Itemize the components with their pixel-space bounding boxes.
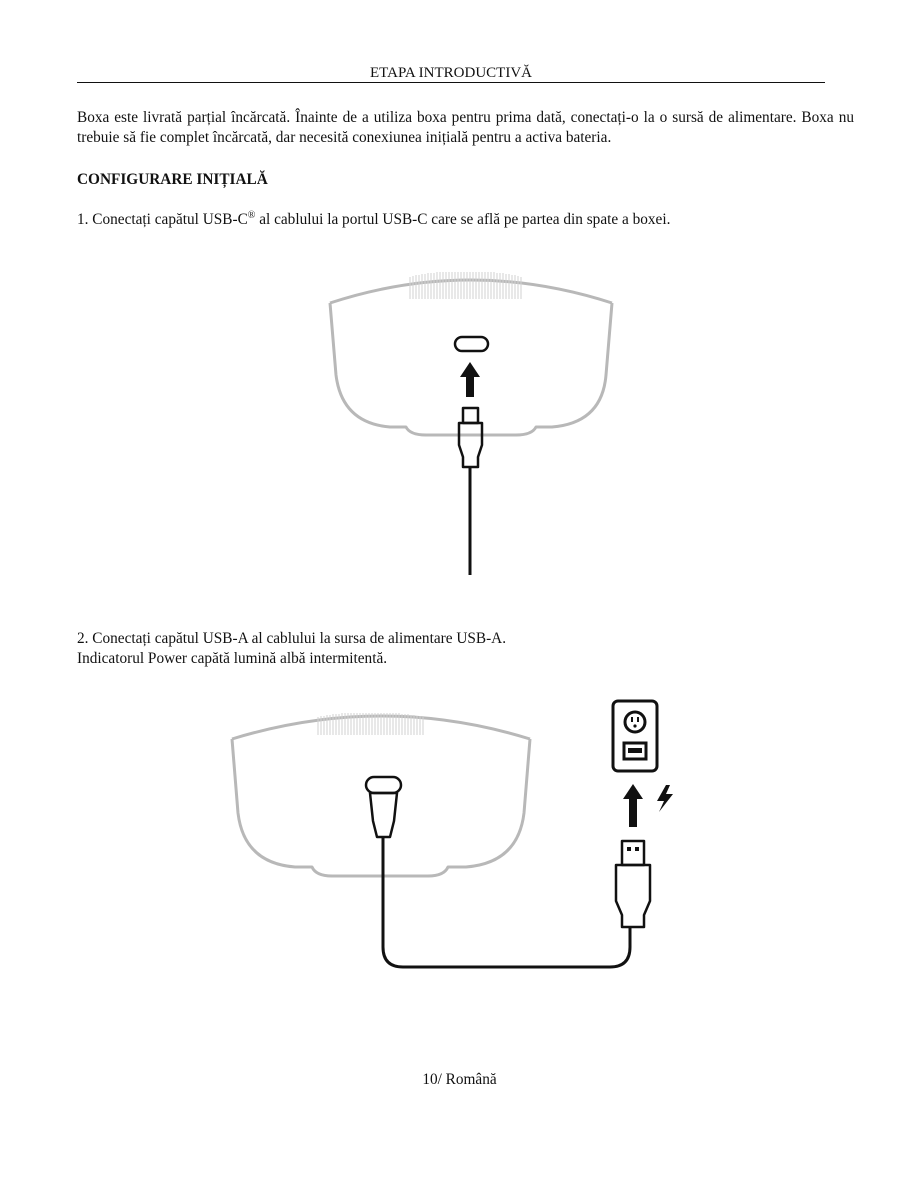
step-1-instruction <box>77 211 670 229</box>
arrow-up-icon <box>623 784 643 827</box>
usb-c-plug-icon <box>366 777 401 837</box>
registered-mark: ® <box>247 210 256 221</box>
step-2-instruction <box>77 629 506 669</box>
intro-paragraph: Boxa este livrată parțial încărcată. Înainte de a utiliza boxa pentru prima dată, conectați-o la o sursă de alimentare. Boxa nu trebuie să fie complet încărcată, dar necesită conexiunea inițială pentru a activa bateria. <box>77 109 854 146</box>
usb-c-connection-illustration <box>0 255 919 585</box>
step-2-line-1: 2. Conectați capătul USB-A al cablului la sursa de alimentare USB-A. <box>77 630 507 647</box>
section-title: CONFIGURARE INIȚIALĂ <box>77 171 268 188</box>
usb-c-plug-icon <box>459 408 482 467</box>
lightning-bolt-icon <box>657 785 673 812</box>
speaker-back-icon <box>330 280 612 435</box>
header-rule-right <box>533 68 825 83</box>
page-header <box>77 64 825 83</box>
cable-line <box>383 837 630 967</box>
page-number: 10/ Română <box>422 1071 497 1088</box>
step-2-line-2: Indicatorul Power capătă lumină albă intermitentă. <box>77 650 388 667</box>
header-rule-left <box>77 68 369 83</box>
header-title: ETAPA INTRODUCTIVĂ <box>370 65 532 81</box>
usb-a-plug-icon <box>616 841 650 927</box>
outlet-socket-holes <box>631 717 639 728</box>
arrow-up-icon <box>460 362 480 397</box>
speaker-grille-icon <box>410 272 521 299</box>
speaker-back-icon <box>232 716 530 876</box>
step-1-text: 1. Conectați capătul USB-C <box>77 211 248 228</box>
step-1-text-rest: al cablului la portul USB-C care se află pe partea din spate a boxei. <box>255 211 671 228</box>
usb-a-contacts <box>627 847 639 851</box>
usb-c-port-icon <box>455 337 488 351</box>
wall-outlet-icon <box>613 701 657 771</box>
usb-a-connection-illustration <box>0 695 919 985</box>
